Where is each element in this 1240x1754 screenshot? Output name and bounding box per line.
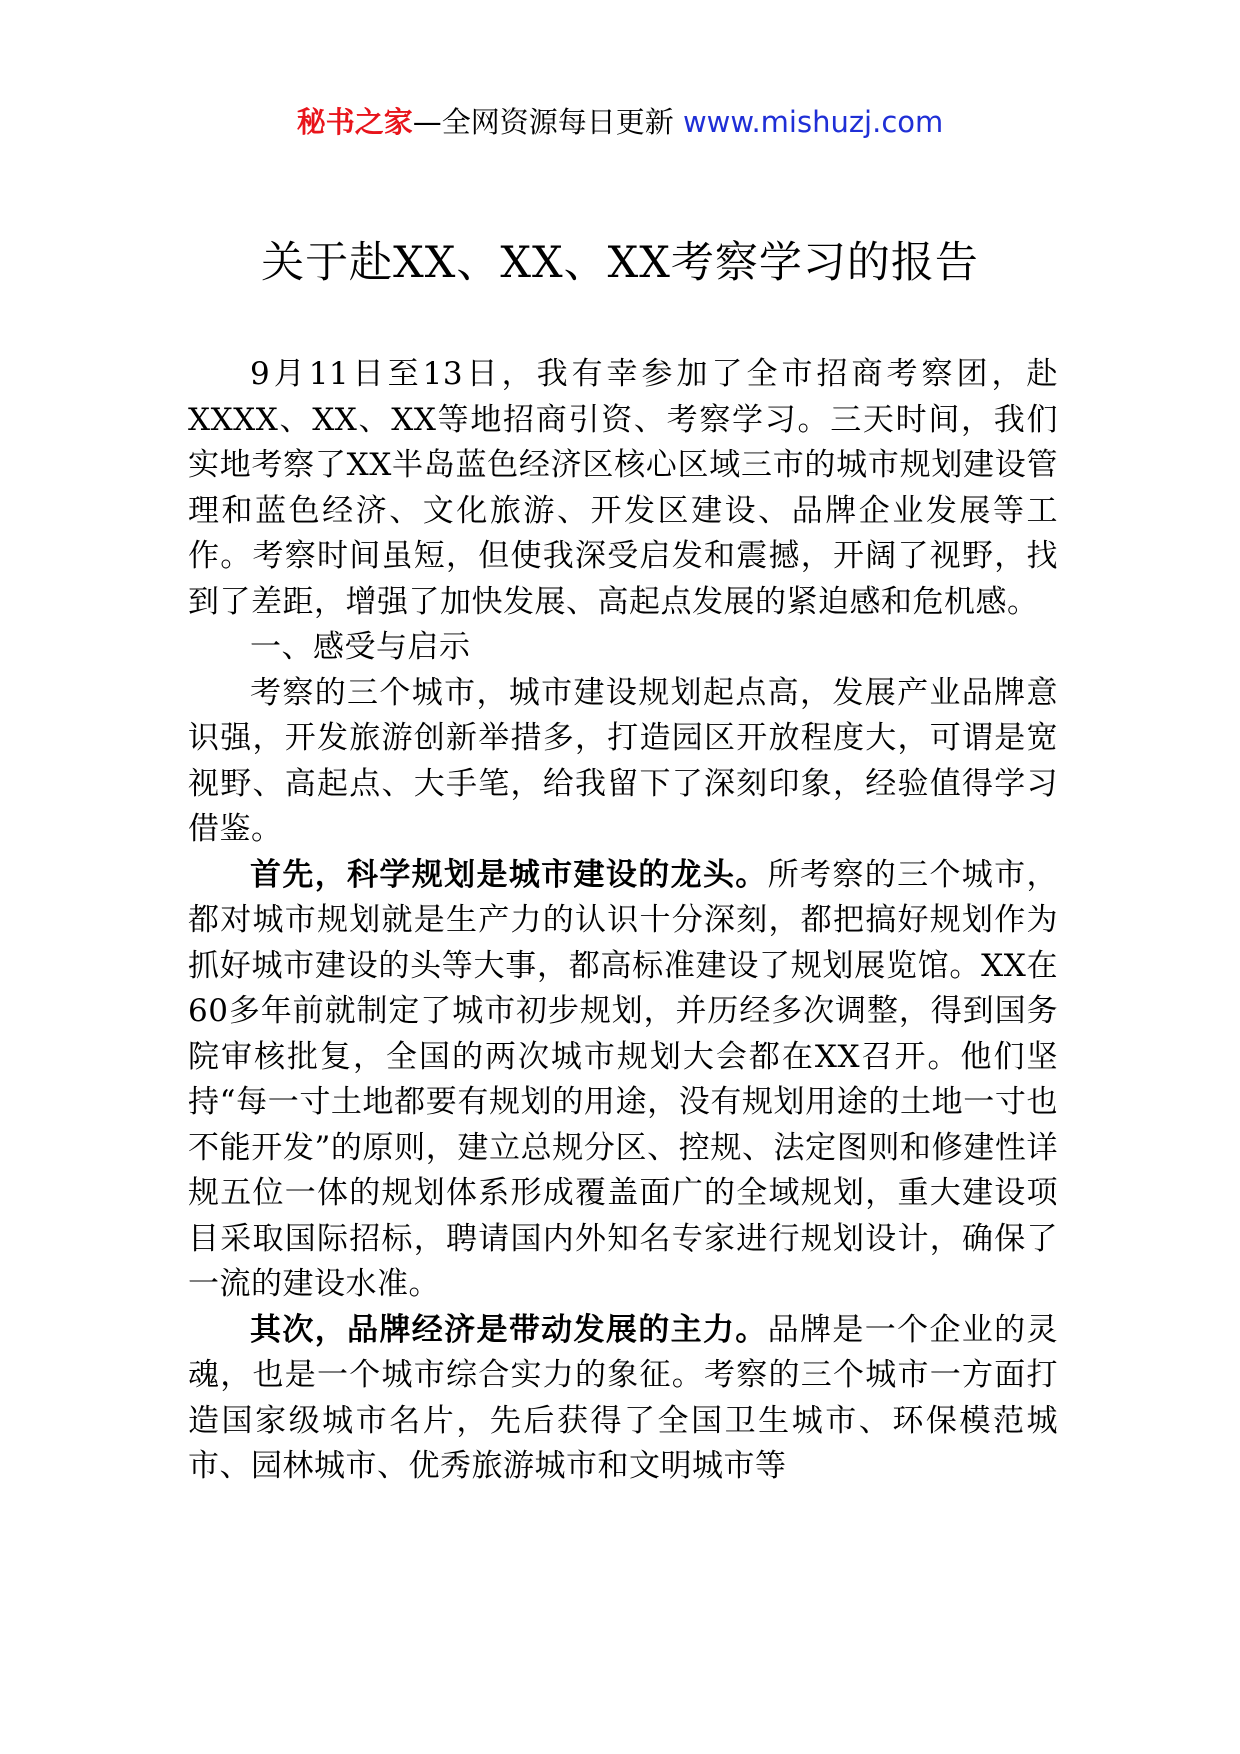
point-paragraph-1 — [188, 853, 1058, 1308]
site-header — [0, 102, 1240, 142]
section-intro-paragraph: 考察的三个城市，城市建设规划起点高，发展产业品牌意识强，开发旅游创新举措多，打造园区开放程度大，可谓是宽视野、高起点、大手笔，给我留下了深刻印象，经验值得学习借鉴。 — [188, 674, 1058, 847]
point-lead-1: 首先，科学规划是城市建设的龙头。 — [250, 856, 768, 893]
point-paragraph-2 — [188, 1308, 1058, 1490]
point-text-1: 所考察的三个城市，都对城市规划就是生产力的认识十分深刻，都把搞好规划作为抓好城市建设的头等大事，都高标准建设了规划展览馆。XX在60多年前就制定了城市初步规划，并历经多次调整，得到国务院审核批复，全国的两次城市规划大会都在XX召开。他们坚持“每一寸土地都要有规划的用途，没有规划用途的土地一寸也不能开发”的原则，建立总规分区、控规、法定图则和修建性详规五位一体的规划体系形成覆盖面广的全域规划，重大建设项目采取国际招标，聘请国内外知名专家进行规划设计，确保了一流的建设水准。 — [188, 856, 1059, 1302]
point-lead-2: 其次，品牌经济是带动发展的主力。 — [250, 1311, 768, 1348]
point-text-2: 品牌是一个企业的灵魂，也是一个城市综合实力的象征。考察的三个城市一方面打造国家级城市名片，先后获得了全国卫生城市、环保模范城市、园林城市、优秀旅游城市和文明城市等 — [188, 1311, 1059, 1484]
document-title: 关于赴XX、XX、XX考察学习的报告 — [261, 238, 979, 288]
document-body — [188, 352, 1058, 1490]
site-brand: 秘书之家 — [296, 105, 413, 139]
site-url-link[interactable]: www.mishuzj.com — [682, 105, 944, 139]
section-heading: 一、感受与启示 — [250, 629, 471, 665]
intro-paragraph: 9月11日至13日，我有幸参加了全市招商考察团，赴XXXX、XX、XX等地招商引资、考察学习。三天时间，我们实地考察了XX半岛蓝色经济区核心区域三市的城市规划建设管理和蓝色经济、文化旅游、开发区建设、品牌企业发展等工作。考察时间虽短，但使我深受启发和震撼，开阔了视野，找到了差距，增强了加快发展、高起点发展的紧迫感和危机感。 — [188, 356, 1058, 620]
site-tagline: —全网资源每日更新 — [412, 105, 683, 139]
